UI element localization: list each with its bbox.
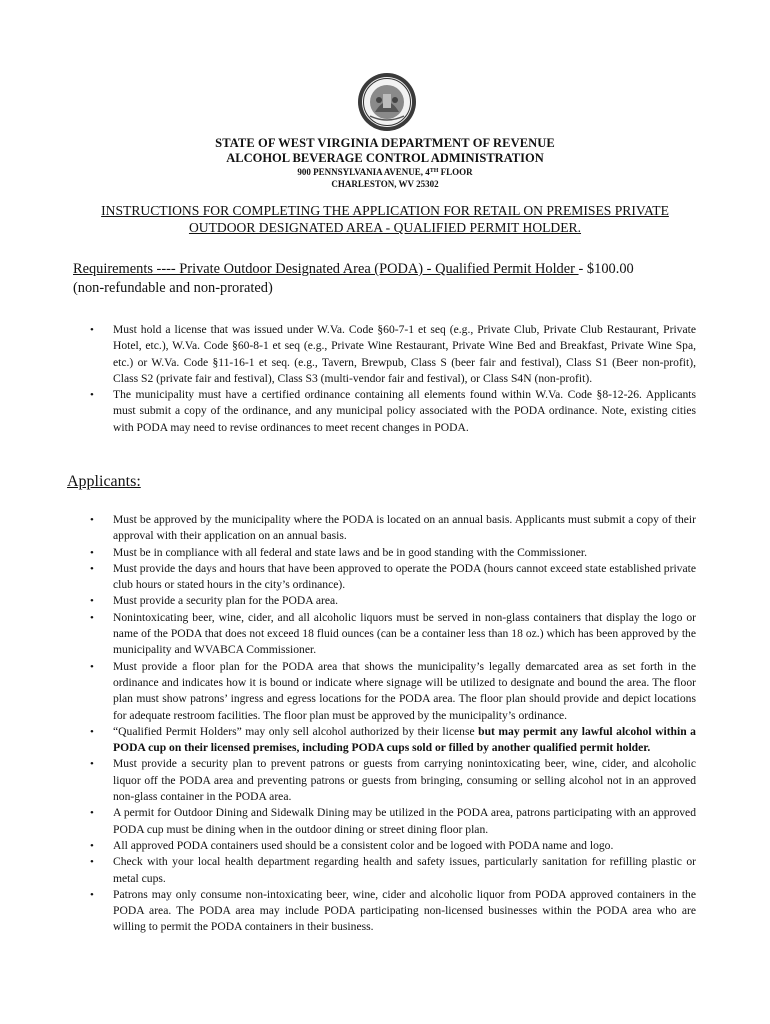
list-item: • Must hold a license that was issued under W.Va. Code §60-7-1 et seq (e.g., Private Club, Private Club Restaurant, Private Hotel, etc.), W.Va. Code §60-8-1 et seq (e.g., Private Wine Restaurant, Private Wine Bed and Breakfast, Private Wine Spa, etc.) or W.Va. Code §11-16-1 et seq. (e.g., Tavern, Brewpub, Class S (beer fair and festival), Class S1 (Beer non-profit), Class S2 (private fair and festival), Class S3 (multi-vendor fair and festival), or Class S4N (non-profit). bbox=[90, 322, 696, 387]
list-item: • All approved PODA containers used should be a consistent color and be logoed with PODA name and logo. bbox=[90, 838, 696, 854]
list-item: • The municipality must have a certified ordinance containing all elements found within W.Va. Code §8-12-26. Applicants must submit a copy of the ordinance, and any municipal policy associated with the PODA ordinance. Note, existing cities with PODA may need to revise ordinances to meet recent changes in PODA. bbox=[90, 387, 696, 436]
document-title: INSTRUCTIONS FOR COMPLETING THE APPLICATION FOR RETAIL ON PREMISES PRIVATE OUTDOOR DESIGNATED AREA - QUALIFIED PERMIT HOLDER. bbox=[101, 203, 669, 235]
state-seal-icon bbox=[357, 72, 417, 132]
list-item: • Must be in compliance with all federal and state laws and be in good standing with the Commissioner. bbox=[90, 545, 696, 561]
requirements-list bbox=[90, 322, 696, 436]
applicants-list bbox=[90, 512, 696, 936]
list-item-qualified: • “Qualified Permit Holders” may only sell alcohol authorized by their license but may permit any lawful alcohol within a PODA cup on their licensed premises, including PODA cups sold or filled by another qualified permit holder. bbox=[90, 724, 696, 757]
list-item: • Nonintoxicating beer, wine, cider, and all alcoholic liquors must be served in non-glass containers that display the logo or name of the PODA that does not exceed 18 fluid ounces (can be a container less than 18 oz.) which has been approved by the municipality and WVABCA Commissioner. bbox=[90, 610, 696, 659]
list-item: • Check with your local health department regarding health and safety issues, particularly sanitation for refilling plastic or metal cups. bbox=[90, 854, 696, 887]
header-agency: STATE OF WEST VIRGINIA DEPARTMENT OF REVENUE bbox=[215, 136, 555, 150]
header-city: CHARLESTON, WV 25302 bbox=[331, 179, 439, 189]
header-address: 900 PENNSYLVANIA AVENUE, 4TH FLOOR bbox=[297, 167, 473, 177]
applicants-heading: Applicants: bbox=[67, 473, 141, 490]
list-item: • Must provide a security plan to prevent patrons or guests from carrying nonintoxicating beer, wine, cider, and alcoholic liquor off the PODA area and preventing patrons or guests from bringing, consuming or selling alcohol not in an approved non-glass container in the PODA area. bbox=[90, 756, 696, 805]
header-administration: ALCOHOL BEVERAGE CONTROL ADMINISTRATION bbox=[226, 151, 544, 165]
list-item: • Patrons may only consume non-intoxicating beer, wine, cider and alcoholic liquor from PODA approved containers in the PODA area. The PODA area may include PODA participating non-licensed businesses within the PODA area who are willing to permit the PODA containers in their business. bbox=[90, 887, 696, 936]
list-item: • Must provide a security plan for the PODA area. bbox=[90, 593, 696, 609]
list-item: • Must be approved by the municipality where the PODA is located on an annual basis. Applicants must submit a copy of their approval with their application on an annual basis. bbox=[90, 512, 696, 545]
list-item: • A permit for Outdoor Dining and Sidewalk Dining may be utilized in the PODA area, patrons participating with an approved PODA cup must be dining when in the outdoor dining or street dining floor plan. bbox=[90, 805, 696, 838]
list-item: • Must provide the days and hours that have been approved to operate the PODA (hours cannot exceed state established private club hours or stated hours in the city’s ordinance). bbox=[90, 561, 696, 594]
list-item: • Must provide a floor plan for the PODA area that shows the municipality’s legally demarcated area as set forth in the ordinance and indicates how it is bound or indicate where signage will be utilized to designate and bound the area. The floor plan must show patrons’ ingress and egress locations for the PODA area. The floor plan should provide and depict locations for adequate restroom facilities. The floor plan must be approved by the municipality’s ordinance. bbox=[90, 659, 696, 724]
requirements-heading: Requirements ---- Private Outdoor Designated Area (PODA) - Qualified Permit Holder - $100.00 (non-refundable and non-prorated) bbox=[73, 261, 634, 296]
